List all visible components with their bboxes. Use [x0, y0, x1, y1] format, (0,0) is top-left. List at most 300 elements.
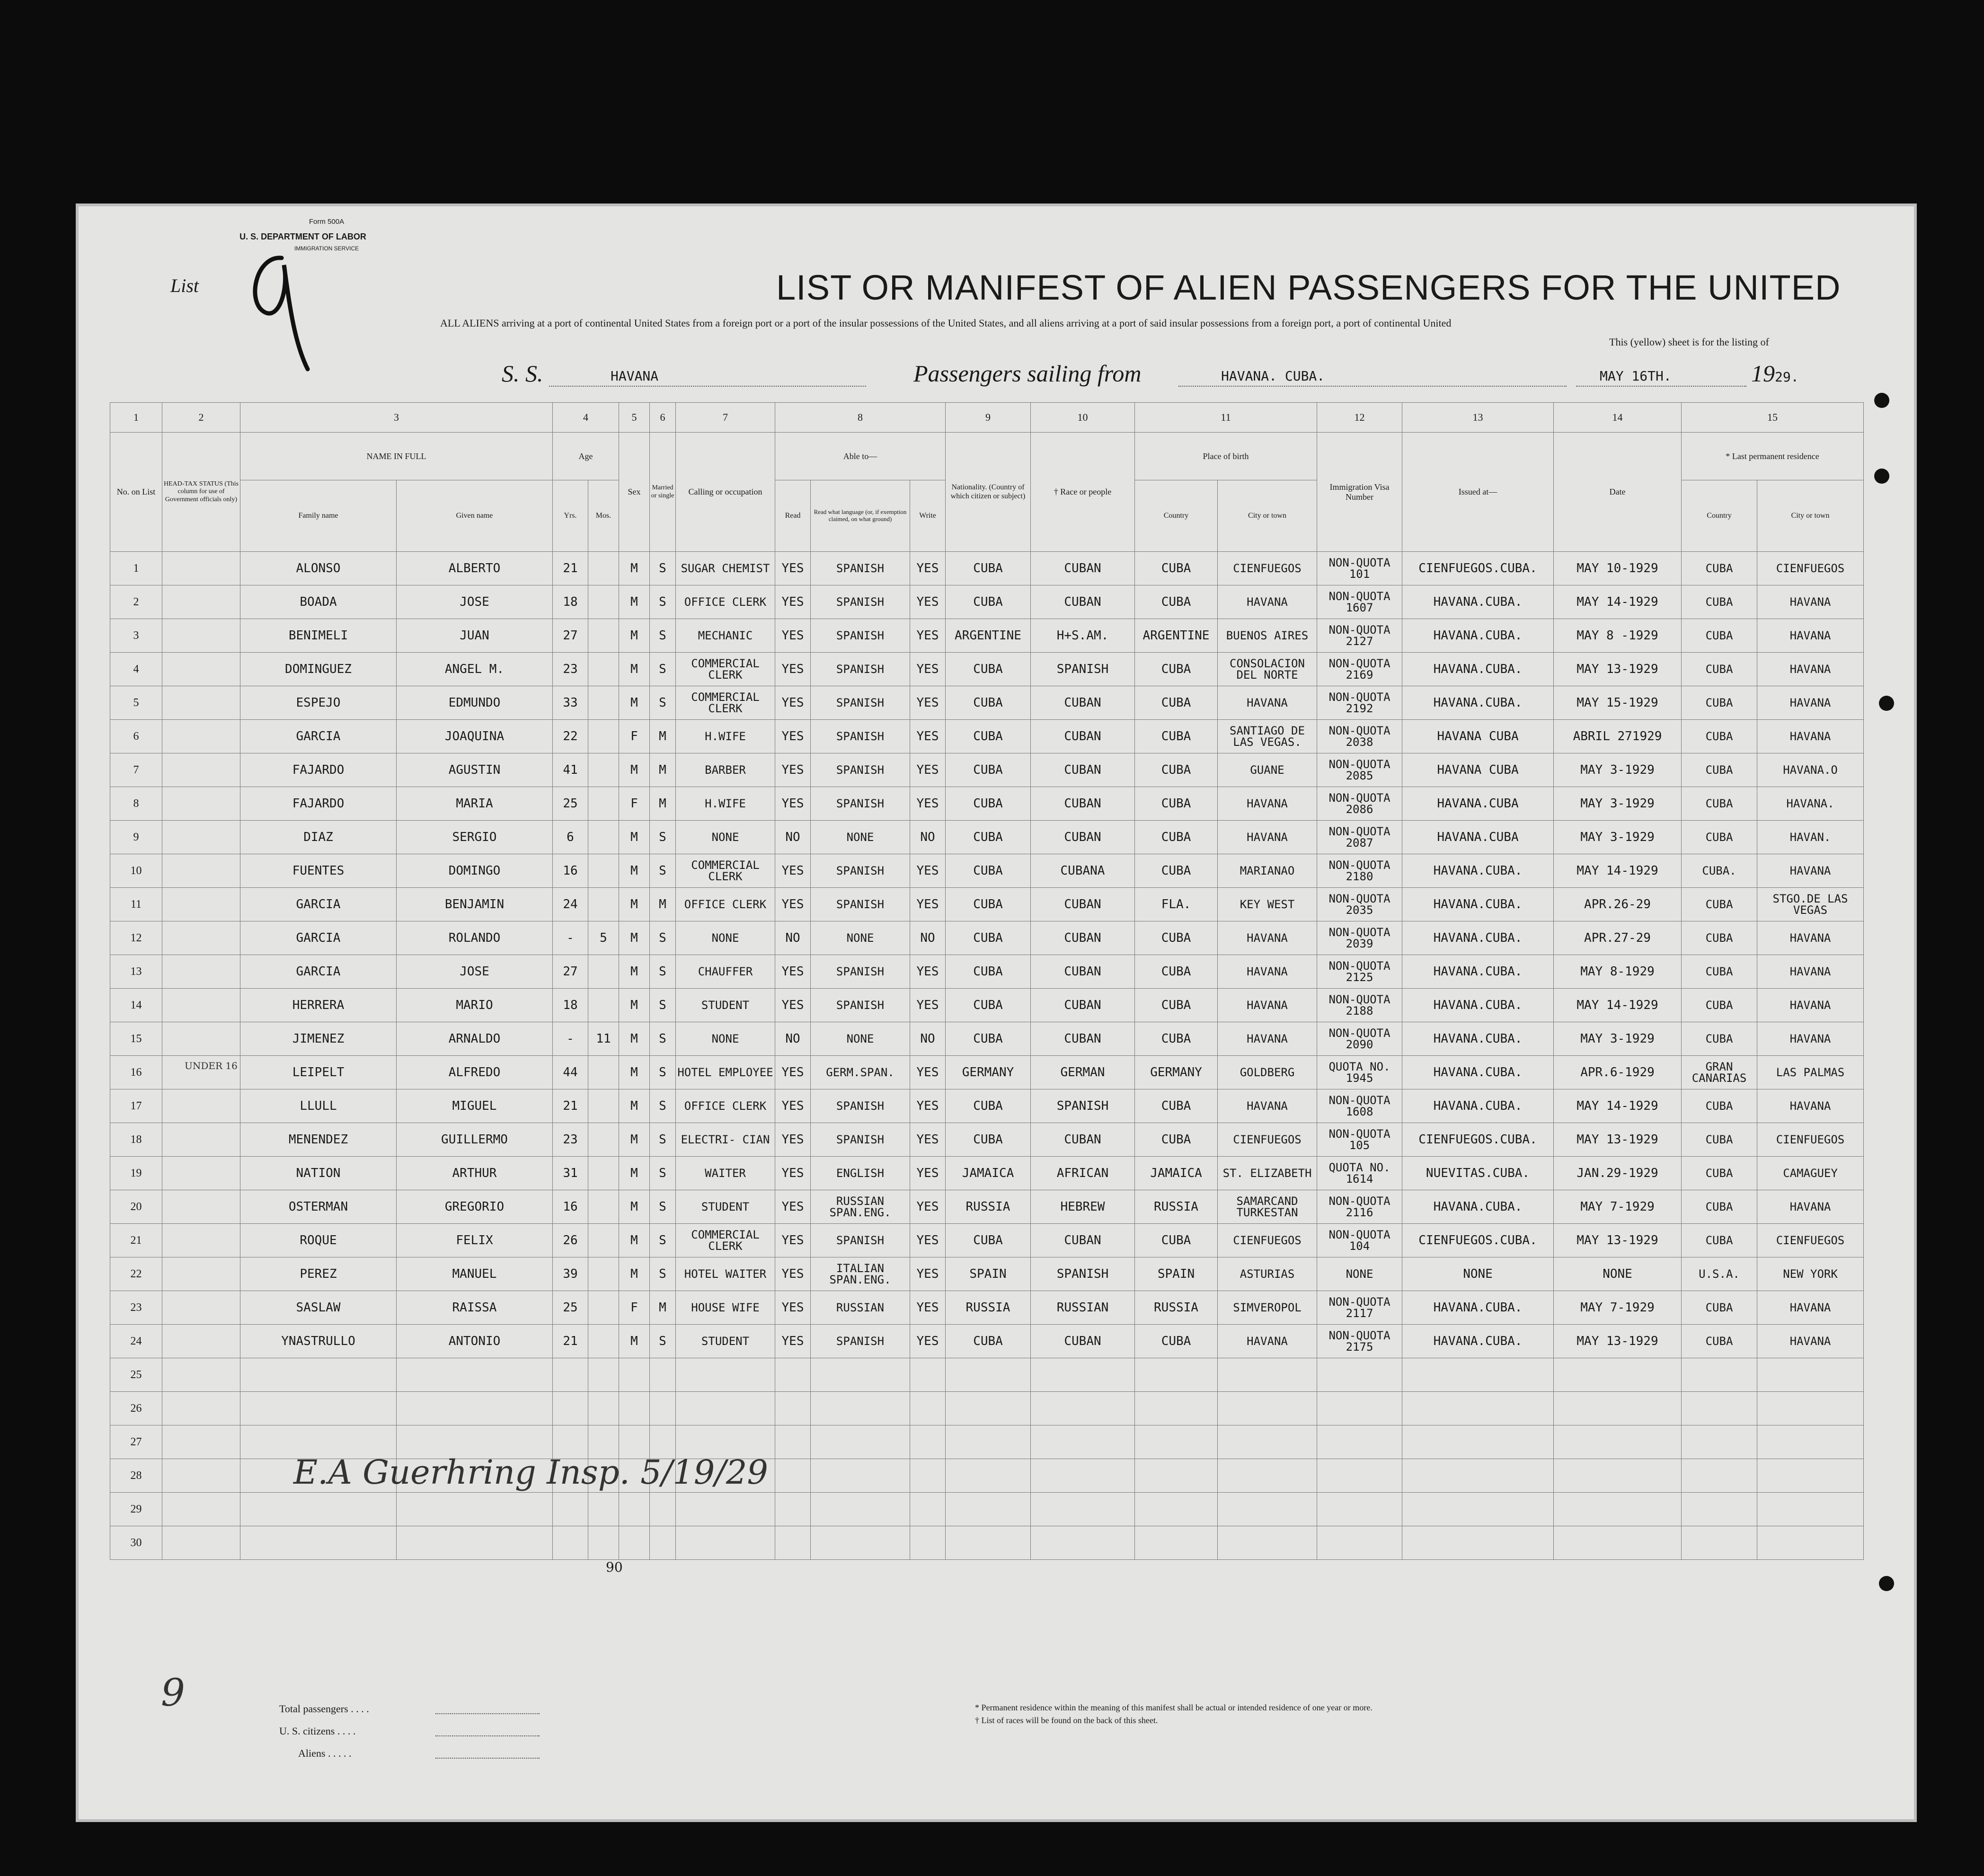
- passenger-table: [110, 402, 1864, 1560]
- sex: M: [619, 1056, 650, 1089]
- race: CUBAN: [1031, 888, 1135, 921]
- intro-text: ALL ALIENS arriving at a port of continental United States from a foreign port or a port of the insular possessions of the United States, and all aliens arriving at a port of said insular possessions from a foreign port, a port of continental United: [440, 317, 1452, 329]
- can-write: YES: [910, 888, 946, 921]
- residence-city: HAVANA: [1757, 720, 1864, 753]
- year-prefix: 19: [1751, 360, 1775, 387]
- passenger-row: [110, 1157, 1864, 1190]
- visa-date: ABRIL 271929: [1554, 720, 1682, 753]
- sex: F: [619, 787, 650, 821]
- birth-country: SPAIN: [1135, 1257, 1218, 1291]
- family-name-header: Family name: [240, 480, 397, 552]
- can-read: YES: [775, 888, 811, 921]
- age-months: [588, 552, 619, 585]
- passenger-row: [110, 1022, 1864, 1056]
- residence-country: CUBA: [1682, 989, 1757, 1022]
- occupation: COMMERCIAL CLERK: [676, 686, 775, 720]
- sex: F: [619, 1291, 650, 1325]
- passenger-row: [110, 619, 1864, 653]
- birth-city: GUANE: [1218, 753, 1317, 787]
- birth-country: CUBA: [1135, 1224, 1218, 1257]
- given-name: JOSE: [397, 585, 553, 619]
- given-name: EDMUNDO: [397, 686, 553, 720]
- line-number: 21: [110, 1224, 162, 1257]
- residence-country: CUBA: [1682, 1123, 1757, 1157]
- visa-number: NON-QUOTA 2175: [1317, 1325, 1402, 1358]
- visa-number: [1317, 1526, 1402, 1560]
- head-tax-cell: [162, 1089, 240, 1123]
- can-write: YES: [910, 619, 946, 653]
- birth-city: GOLDBERG: [1218, 1056, 1317, 1089]
- marital-status: M: [650, 753, 676, 787]
- residence-footnote: * Permanent residence within the meaning of this manifest shall be actual or intended residence of one year or more.: [975, 1703, 1373, 1712]
- issued-at: HAVANA.CUBA.: [1402, 1291, 1554, 1325]
- col-num: 10: [1031, 403, 1135, 433]
- age-months: [588, 753, 619, 787]
- age-years: 6: [553, 821, 588, 854]
- passenger-row: [110, 888, 1864, 921]
- residence-city: [1757, 1358, 1864, 1392]
- aliens-line: [435, 1758, 540, 1759]
- can-write: [910, 1526, 946, 1560]
- can-read: YES: [775, 1056, 811, 1089]
- passenger-rows: [110, 552, 1864, 1560]
- visa-number: NON-QUOTA 1607: [1317, 585, 1402, 619]
- nationality: CUBA: [946, 1325, 1031, 1358]
- family-name: OSTERMAN: [240, 1190, 397, 1224]
- age-years: 24: [553, 888, 588, 921]
- passenger-row: [110, 1291, 1864, 1325]
- marital-status: [650, 1358, 676, 1392]
- sex: M: [619, 653, 650, 686]
- binder-hole: [1879, 696, 1894, 711]
- can-write: [910, 1392, 946, 1425]
- residence-country: CUBA: [1682, 619, 1757, 653]
- visa-date: MAY 14-1929: [1554, 585, 1682, 619]
- residence-city: LAS PALMAS: [1757, 1056, 1864, 1089]
- birth-city: [1218, 1493, 1317, 1526]
- issued-at: HAVANA.CUBA.: [1402, 888, 1554, 921]
- visa-date: MAY 7-1929: [1554, 1291, 1682, 1325]
- can-read: YES: [775, 552, 811, 585]
- residence-country: [1682, 1459, 1757, 1493]
- residence-country: CUBA.: [1682, 854, 1757, 888]
- read-language: SPANISH: [811, 585, 910, 619]
- can-read: YES: [775, 955, 811, 989]
- head-tax-cell: [162, 1123, 240, 1157]
- residence-city: HAVANA: [1757, 955, 1864, 989]
- passenger-row: [110, 1257, 1864, 1291]
- age-months: [588, 720, 619, 753]
- ship-name-rule: [549, 386, 866, 387]
- visa-number: NON-QUOTA 2169: [1317, 653, 1402, 686]
- under-16-note: UNDER 16: [185, 1060, 238, 1071]
- visa-number: NON-QUOTA 2035: [1317, 888, 1402, 921]
- birth-country: CUBA: [1135, 753, 1218, 787]
- can-read: YES: [775, 1089, 811, 1123]
- birth-country: FLA.: [1135, 888, 1218, 921]
- occupation: SUGAR CHEMIST: [676, 552, 775, 585]
- age-years: 18: [553, 989, 588, 1022]
- line-number: 28: [110, 1459, 162, 1493]
- can-write: YES: [910, 1257, 946, 1291]
- family-name: [240, 1526, 397, 1560]
- occupation: STUDENT: [676, 989, 775, 1022]
- read-language: [811, 1493, 910, 1526]
- col-num: 4: [553, 403, 619, 433]
- sex: M: [619, 989, 650, 1022]
- sex: M: [619, 1257, 650, 1291]
- issued-at-header: Issued at—: [1402, 433, 1554, 552]
- issued-at: [1402, 1459, 1554, 1493]
- passenger-row: [110, 686, 1864, 720]
- given-name: ARTHUR: [397, 1157, 553, 1190]
- race: HEBREW: [1031, 1190, 1135, 1224]
- age-years: 33: [553, 686, 588, 720]
- nationality: CUBA: [946, 888, 1031, 921]
- line-number: 11: [110, 888, 162, 921]
- occupation: CHAUFFER: [676, 955, 775, 989]
- birth-city: HAVANA: [1218, 787, 1317, 821]
- race: CUBAN: [1031, 686, 1135, 720]
- col-num: 9: [946, 403, 1031, 433]
- family-name: YNASTRULLO: [240, 1325, 397, 1358]
- nationality: [946, 1459, 1031, 1493]
- head-tax-cell: [162, 1358, 240, 1392]
- can-write: YES: [910, 686, 946, 720]
- read-language: SPANISH: [811, 955, 910, 989]
- can-write: [910, 1459, 946, 1493]
- residence-city: HAVANA: [1757, 921, 1864, 955]
- nationality: CUBA: [946, 989, 1031, 1022]
- birth-country: [1135, 1459, 1218, 1493]
- can-read: [775, 1425, 811, 1459]
- race: GERMAN: [1031, 1056, 1135, 1089]
- issued-at: HAVANA.CUBA.: [1402, 1022, 1554, 1056]
- residence-city: [1757, 1459, 1864, 1493]
- residence-country: CUBA: [1682, 585, 1757, 619]
- nationality: GERMANY: [946, 1056, 1031, 1089]
- birth-city: HAVANA: [1218, 686, 1317, 720]
- visa-number: NON-QUOTA 2116: [1317, 1190, 1402, 1224]
- visa-number: [1317, 1425, 1402, 1459]
- issued-at: NUEVITAS.CUBA.: [1402, 1157, 1554, 1190]
- document-title: LIST OR MANIFEST OF ALIEN PASSENGERS FOR THE UNITED: [776, 268, 1841, 307]
- visa-date: JAN.29-1929: [1554, 1157, 1682, 1190]
- residence-city: HAVANA: [1757, 989, 1864, 1022]
- line-number: 9: [110, 821, 162, 854]
- residence-country: CUBA: [1682, 552, 1757, 585]
- head-tax-cell: [162, 1190, 240, 1224]
- occupation: [676, 1392, 775, 1425]
- residence-city: [1757, 1392, 1864, 1425]
- visa-date: NONE: [1554, 1257, 1682, 1291]
- nationality: CUBA: [946, 753, 1031, 787]
- race: CUBAN: [1031, 552, 1135, 585]
- age-years: [553, 1358, 588, 1392]
- can-write: NO: [910, 921, 946, 955]
- occupation: ELECTRI- CIAN: [676, 1123, 775, 1157]
- can-read: NO: [775, 821, 811, 854]
- can-write: YES: [910, 787, 946, 821]
- birth-country: CUBA: [1135, 1022, 1218, 1056]
- residence-country: CUBA: [1682, 1089, 1757, 1123]
- age-years: 27: [553, 955, 588, 989]
- read-language: [811, 1459, 910, 1493]
- age-years: [553, 1392, 588, 1425]
- race: [1031, 1425, 1135, 1459]
- issued-at: HAVANA.CUBA.: [1402, 686, 1554, 720]
- year-suffix: 29.: [1775, 369, 1799, 385]
- age-header: Age: [553, 433, 619, 480]
- age-years: 18: [553, 585, 588, 619]
- issued-at: HAVANA.CUBA.: [1402, 921, 1554, 955]
- read-language: SPANISH: [811, 686, 910, 720]
- can-read: NO: [775, 921, 811, 955]
- visa-number: NON-QUOTA 2039: [1317, 921, 1402, 955]
- read-language: SPANISH: [811, 552, 910, 585]
- visa-date: MAY 15-1929: [1554, 686, 1682, 720]
- marital-status: [650, 1392, 676, 1425]
- visa-number: NON-QUOTA 2085: [1317, 753, 1402, 787]
- ss-label: S. S.: [502, 360, 543, 387]
- issued-at: HAVANA.CUBA.: [1402, 854, 1554, 888]
- race: AFRICAN: [1031, 1157, 1135, 1190]
- birth-country: CUBA: [1135, 552, 1218, 585]
- can-read: YES: [775, 1224, 811, 1257]
- given-name: ROLANDO: [397, 921, 553, 955]
- head-tax-cell: [162, 888, 240, 921]
- nationality: CUBA: [946, 921, 1031, 955]
- residence-country: CUBA: [1682, 1190, 1757, 1224]
- visa-date: MAY 7-1929: [1554, 1190, 1682, 1224]
- marital-status: S: [650, 1089, 676, 1123]
- line-number: 23: [110, 1291, 162, 1325]
- head-tax-cell: [162, 1493, 240, 1526]
- birth-country: CUBA: [1135, 1089, 1218, 1123]
- read-language: RUSSIAN: [811, 1291, 910, 1325]
- given-name: ANTONIO: [397, 1325, 553, 1358]
- head-tax-cell: [162, 619, 240, 653]
- birth-country: [1135, 1358, 1218, 1392]
- line-number: 20: [110, 1190, 162, 1224]
- visa-date: [1554, 1526, 1682, 1560]
- sex: M: [619, 552, 650, 585]
- issued-at: HAVANA.CUBA.: [1402, 585, 1554, 619]
- race: CUBAN: [1031, 787, 1135, 821]
- given-name: MIGUEL: [397, 1089, 553, 1123]
- aliens-label: Aliens . . . . .: [298, 1747, 352, 1759]
- residence-city: HAVANA: [1757, 619, 1864, 653]
- col-num: 12: [1317, 403, 1402, 433]
- marital-status: S: [650, 1123, 676, 1157]
- issued-at: HAVANA.CUBA.: [1402, 989, 1554, 1022]
- visa-date: MAY 13-1929: [1554, 653, 1682, 686]
- column-number-row: [110, 403, 1864, 433]
- birth-city: HAVANA: [1218, 989, 1317, 1022]
- able-to-header: Able to—: [775, 433, 946, 480]
- department-name: U. S. DEPARTMENT OF LABOR: [239, 232, 366, 241]
- sex-header: Sex: [619, 433, 650, 552]
- header-group-row: [110, 433, 1864, 480]
- head-tax-cell: [162, 552, 240, 585]
- head-tax-cell: [162, 1291, 240, 1325]
- can-write: YES: [910, 720, 946, 753]
- family-name: FAJARDO: [240, 753, 397, 787]
- birth-city: MARIANAO: [1218, 854, 1317, 888]
- birth-country: JAMAICA: [1135, 1157, 1218, 1190]
- line-number: 29: [110, 1493, 162, 1526]
- race: SPANISH: [1031, 1089, 1135, 1123]
- passenger-row: [110, 955, 1864, 989]
- can-read: YES: [775, 1325, 811, 1358]
- marital-status: S: [650, 1022, 676, 1056]
- head-tax-cell: [162, 653, 240, 686]
- nationality: CUBA: [946, 787, 1031, 821]
- nationality: [946, 1425, 1031, 1459]
- given-name: FELIX: [397, 1224, 553, 1257]
- age-months: [588, 888, 619, 921]
- visa-number: NON-QUOTA 2090: [1317, 1022, 1402, 1056]
- marital-status: S: [650, 955, 676, 989]
- manifest-sheet: [76, 204, 1917, 1822]
- family-name: FAJARDO: [240, 787, 397, 821]
- residence-city: [1757, 1493, 1864, 1526]
- can-read: [775, 1392, 811, 1425]
- issued-at: [1402, 1358, 1554, 1392]
- nationality: CUBA: [946, 552, 1031, 585]
- issued-at: NONE: [1402, 1257, 1554, 1291]
- visa-number: NON-QUOTA 2087: [1317, 821, 1402, 854]
- age-months: [588, 1257, 619, 1291]
- family-name: GARCIA: [240, 888, 397, 921]
- issued-at: HAVANA.CUBA: [1402, 821, 1554, 854]
- passenger-row: [110, 921, 1864, 955]
- binder-hole: [1879, 1576, 1894, 1591]
- sheet-mark: 9: [161, 1671, 185, 1715]
- race: H+S.AM.: [1031, 619, 1135, 653]
- occupation: COMMERCIAL CLERK: [676, 653, 775, 686]
- can-write: YES: [910, 989, 946, 1022]
- head-tax-cell: [162, 921, 240, 955]
- mos-header: Mos.: [588, 480, 619, 552]
- read-language: SPANISH: [811, 787, 910, 821]
- line-number: 22: [110, 1257, 162, 1291]
- given-name: ALBERTO: [397, 552, 553, 585]
- sex: M: [619, 888, 650, 921]
- marital-status: S: [650, 552, 676, 585]
- visa-date: [1554, 1425, 1682, 1459]
- place-of-birth-header: Place of birth: [1135, 433, 1317, 480]
- race: [1031, 1358, 1135, 1392]
- residence-city: HAVANA: [1757, 585, 1864, 619]
- family-name: [240, 1493, 397, 1526]
- occupation: WAITER: [676, 1157, 775, 1190]
- line-number: 12: [110, 921, 162, 955]
- age-months: [588, 955, 619, 989]
- race: SPANISH: [1031, 653, 1135, 686]
- marital-status: S: [650, 585, 676, 619]
- visa-number: NON-QUOTA 2127: [1317, 619, 1402, 653]
- age-years: 16: [553, 854, 588, 888]
- passenger-row: [110, 1190, 1864, 1224]
- issued-at: [1402, 1493, 1554, 1526]
- sex: M: [619, 619, 650, 653]
- residence-city: CIENFUEGOS: [1757, 1123, 1864, 1157]
- visa-date: MAY 3-1929: [1554, 1022, 1682, 1056]
- issued-at: HAVANA.CUBA.: [1402, 1325, 1554, 1358]
- read-language: [811, 1425, 910, 1459]
- occupation: COMMERCIAL CLERK: [676, 854, 775, 888]
- given-name: AGUSTIN: [397, 753, 553, 787]
- visa-date: MAY 10-1929: [1554, 552, 1682, 585]
- residence-country: [1682, 1425, 1757, 1459]
- residence-city: HAVANA: [1757, 1022, 1864, 1056]
- given-name: [397, 1358, 553, 1392]
- residence-country: CUBA: [1682, 888, 1757, 921]
- read-language: [811, 1526, 910, 1560]
- read-language: RUSSIAN SPAN.ENG.: [811, 1190, 910, 1224]
- visa-number: QUOTA NO. 1614: [1317, 1157, 1402, 1190]
- race: CUBAN: [1031, 955, 1135, 989]
- sex: M: [619, 955, 650, 989]
- passenger-row: [110, 585, 1864, 619]
- can-read: YES: [775, 854, 811, 888]
- residence-country: U.S.A.: [1682, 1257, 1757, 1291]
- can-read: YES: [775, 720, 811, 753]
- occupation: STUDENT: [676, 1325, 775, 1358]
- head-tax-header: HEAD-TAX STATUS (This column for use of Government officials only): [162, 433, 240, 552]
- line-number: 2: [110, 585, 162, 619]
- marital-status: S: [650, 921, 676, 955]
- birth-city: BUENOS AIRES: [1218, 619, 1317, 653]
- marital-status: S: [650, 653, 676, 686]
- head-tax-cell: [162, 1325, 240, 1358]
- nationality-header: Nationality. (Country of which citizen or subject): [946, 433, 1031, 552]
- birth-country-header: Country: [1135, 480, 1218, 552]
- read-language: SPANISH: [811, 854, 910, 888]
- line-number: 10: [110, 854, 162, 888]
- residence-city: HAVANA.O: [1757, 753, 1864, 787]
- given-name: DOMINGO: [397, 854, 553, 888]
- age-months: 5: [588, 921, 619, 955]
- ship-name: HAVANA: [611, 368, 659, 384]
- issued-at: HAVANA CUBA: [1402, 753, 1554, 787]
- read-language: GERM.SPAN.: [811, 1056, 910, 1089]
- issued-at: CIENFUEGOS.CUBA.: [1402, 1123, 1554, 1157]
- marital-status: S: [650, 989, 676, 1022]
- col-num: 2: [162, 403, 240, 433]
- marital-status: S: [650, 686, 676, 720]
- married-header: Married or single: [650, 433, 676, 552]
- given-name: GUILLERMO: [397, 1123, 553, 1157]
- head-tax-cell: [162, 1257, 240, 1291]
- passenger-row: [110, 552, 1864, 585]
- marital-status: S: [650, 1056, 676, 1089]
- line-number: 27: [110, 1425, 162, 1459]
- birth-country: ARGENTINE: [1135, 619, 1218, 653]
- residence-country: CUBA: [1682, 787, 1757, 821]
- race: [1031, 1493, 1135, 1526]
- family-name: ROQUE: [240, 1224, 397, 1257]
- residence-country: CUBA: [1682, 1157, 1757, 1190]
- can-write: YES: [910, 1123, 946, 1157]
- nationality: CUBA: [946, 720, 1031, 753]
- sex: M: [619, 1224, 650, 1257]
- read-language: SPANISH: [811, 888, 910, 921]
- read-language: [811, 1392, 910, 1425]
- family-name: MENENDEZ: [240, 1123, 397, 1157]
- date-header: Date: [1554, 433, 1682, 552]
